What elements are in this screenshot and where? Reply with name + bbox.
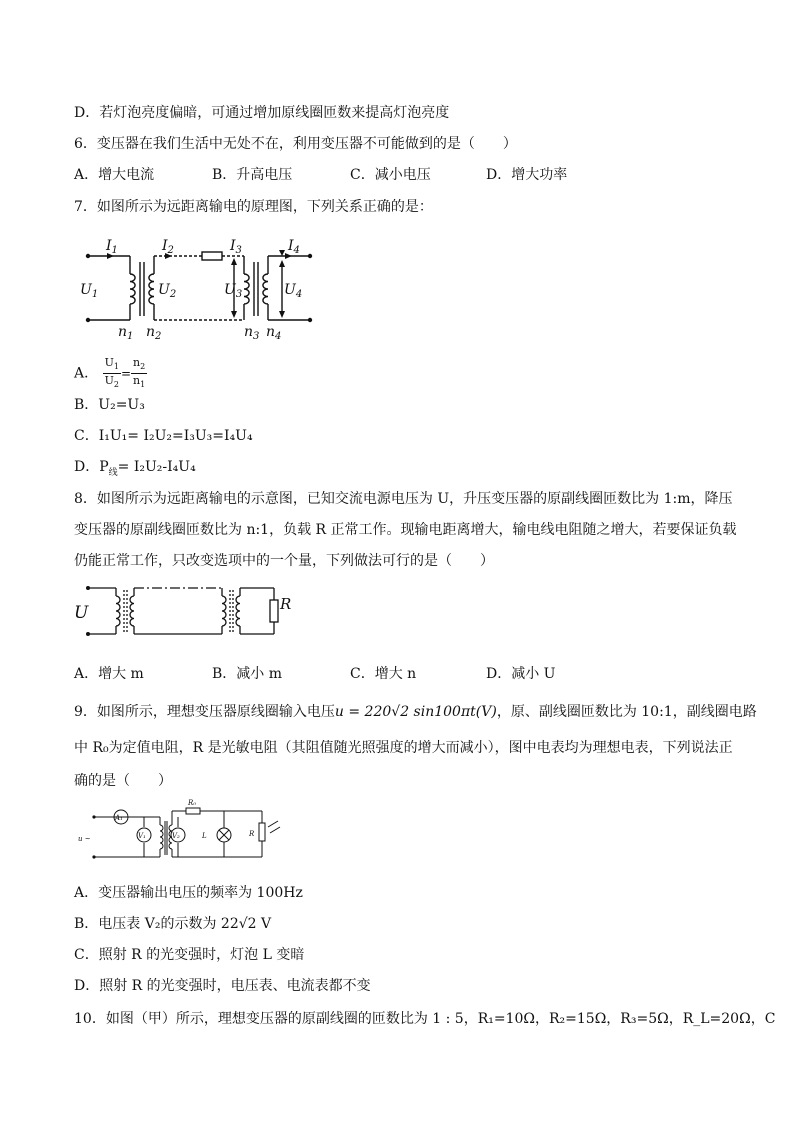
q7-option-d: D．$P_线= I_2U_2-I_4U_4$ [74, 459, 196, 478]
q9-circuit-diagram [74, 795, 284, 865]
svg-text:I2: $I_2$ [162, 238, 174, 256]
svg-text:R: R [280, 595, 292, 613]
svg-text:V₁: V₁ [138, 832, 146, 840]
svg-text:n4: $n_4$ [266, 324, 282, 342]
svg-text:U1: $U_1$ [80, 282, 99, 300]
q7-option-b: B．U₂=U₃ [74, 397, 145, 413]
q7-circuit-diagram [74, 232, 324, 344]
q6-option-b: B．升高电压 [212, 167, 293, 183]
svg-text:U4: $U_4$ [284, 282, 303, 300]
svg-text:n2: $n_2$ [146, 324, 162, 342]
q5-option-d: D．若灯泡亮度偏暗，可通过增加原线圈匝数来提高灯泡亮度 [74, 105, 450, 121]
svg-text:V₂: V₂ [172, 832, 180, 840]
svg-text:u ~: u ~ [78, 835, 91, 843]
svg-text:L: L [202, 832, 207, 840]
q9-stem-line2: 中 R₀为定值电阻，R 是光敏电阻（其阻值随光照强度的增大而减小），图中电表均为理想电表，下列说法正 [74, 740, 733, 756]
q8-stem-line1: 8．如图所示为远距离输电的示意图，已知交流电源电压为 U，升压变压器的原副线圈匝数比为 1:m，降压 [74, 491, 733, 507]
q8-option-d: D．减小 U [486, 666, 556, 682]
svg-text:R: R [249, 830, 255, 838]
svg-text:n3: $n_3$ [244, 324, 260, 342]
q7-stem: 7．如图所示为远距离输电的原理图，下列关系正确的是： [74, 199, 433, 215]
q9-option-a: A．变压器输出电压的频率为 100Hz [74, 885, 303, 901]
q8-stem-line3: 仍能正常工作，只改变选项中的一个量，下列做法可行的是（ ） [74, 553, 494, 569]
q8-option-c: C．增大 n [350, 666, 417, 682]
svg-text:I1: $I_1$ [106, 238, 118, 256]
q7-fraction-n: $\frac{n_2}{n_1}$ [133, 356, 146, 390]
svg-text:U3: $U_3$ [224, 282, 243, 300]
svg-text:U2: $U_2$ [158, 282, 177, 300]
q9-stem-line3: 确的是（ ） [74, 773, 172, 789]
q7-option-c: C．I₁U₁= I₂U₂=I₃U₃=I₄U₄ [74, 428, 253, 444]
q9-stem-line1: 9．如图所示，理想变压器原线圈输入电压u = 220√2 sin100πt(V)，原、副线圈匝数比为 10:1，副线圈电路 [74, 704, 757, 720]
q8-option-a: A．增大 m [74, 666, 144, 682]
q9-voltage-formula: u = 220√2 sin100πt(V) [334, 704, 497, 720]
q6-option-c: C．减小电压 [350, 167, 431, 183]
svg-text:n1: $n_1$ [118, 324, 134, 342]
q7-option-a: A． $\frac{U_1}{U_2}$ = $\frac{n_2}{n_1}$ [74, 356, 146, 390]
q6-option-d: D．增大功率 [486, 167, 568, 183]
q6-option-a: A．增大电流 [74, 167, 155, 183]
q8-stem-line2: 变压器的原副线圈匝数比为 n:1，负载 R 正常工作。现输电距离增大，输电线电阻随之增大，若要保证负载 [74, 522, 737, 538]
svg-text:A₁: A₁ [115, 814, 123, 822]
q8-transmission-diagram [74, 582, 304, 642]
svg-text:I3: $I_3$ [230, 238, 242, 256]
q9-option-c: C．照射 R 的光变强时，灯泡 L 变暗 [74, 947, 305, 963]
q9-option-d: D．照射 R 的光变强时，电压表、电流表都不变 [74, 978, 371, 994]
q10-stem-line1: 10．如图（甲）所示，理想变压器的原副线圈的匝数比为 1 : 5，R₁=10Ω，R₂=15Ω，R₃=5Ω，R_L=20Ω，C [74, 1011, 776, 1027]
q7-fraction-u: $\frac{U_1}{U_2}$ [104, 356, 119, 390]
svg-text:R₀: R₀ [188, 799, 197, 807]
svg-text:I4: $I_4$ [288, 238, 300, 256]
svg-text:U: U [74, 603, 89, 623]
q9-option-b: B．电压表 V₂的示数为 22√2 V [74, 916, 272, 932]
q6-stem: 6．变压器在我们生活中无处不在，利用变压器不可能做到的是（ ） [74, 136, 517, 152]
q8-option-b: B．减小 m [212, 666, 283, 682]
